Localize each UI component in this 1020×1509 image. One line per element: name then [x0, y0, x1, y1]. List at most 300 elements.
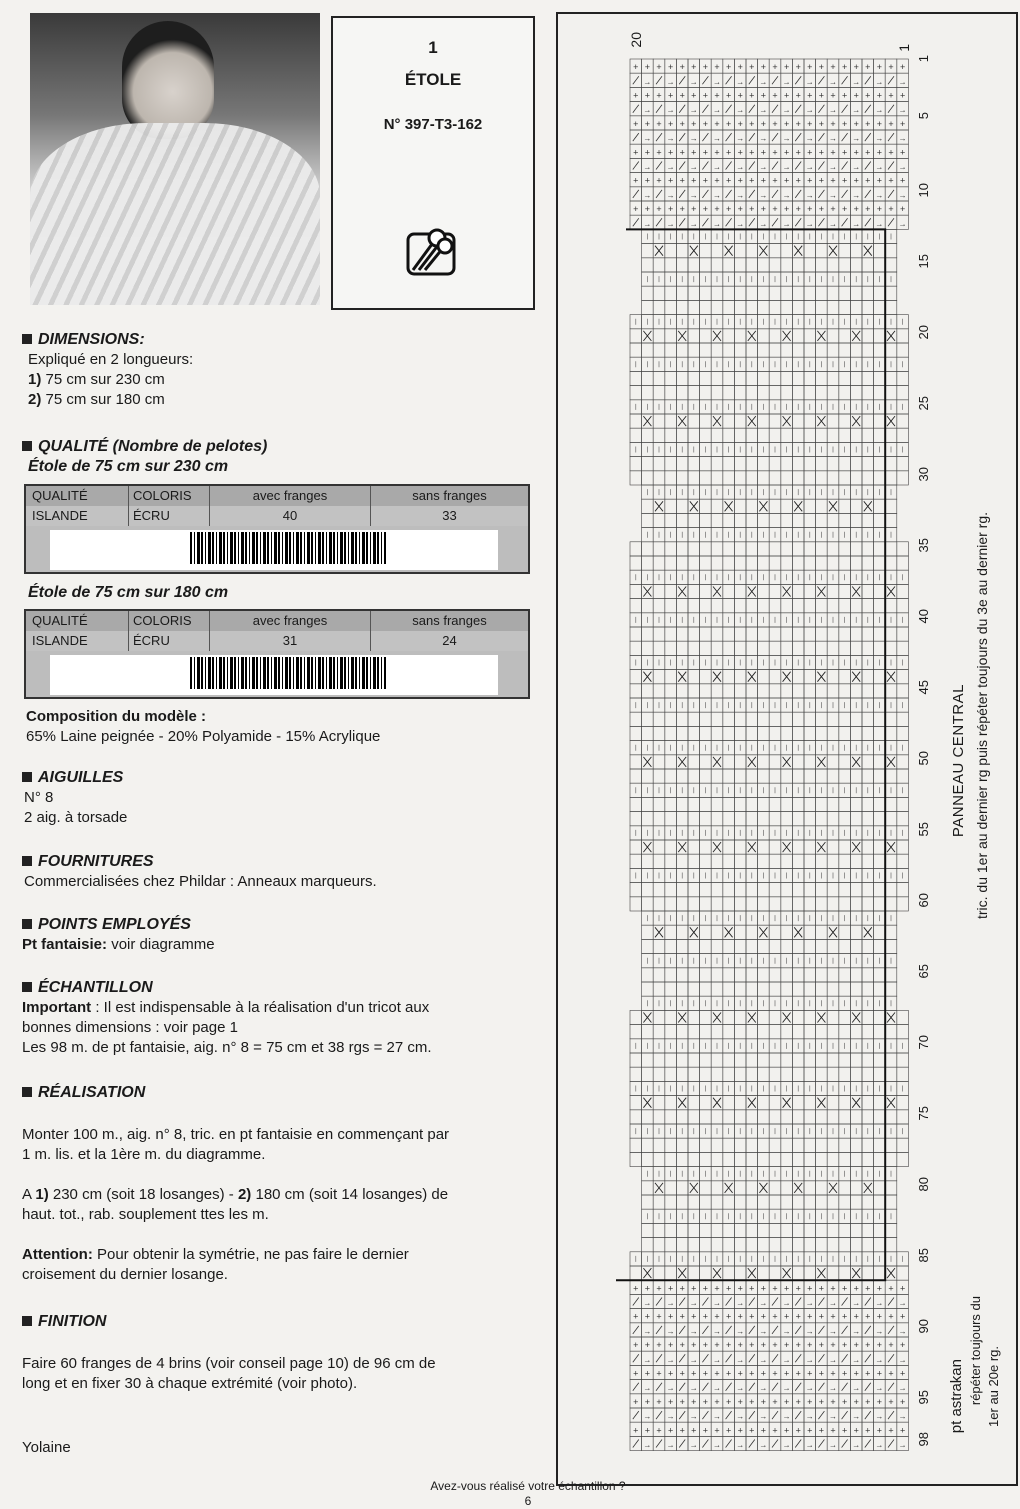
svg-text:+: + [656, 118, 662, 129]
svg-text:→: → [852, 1412, 861, 1422]
svg-text:→: → [666, 105, 675, 115]
svg-text:+: + [667, 1425, 674, 1436]
svg-text:→: → [713, 1383, 721, 1393]
svg-text:→: → [782, 105, 791, 115]
svg-text:+: + [633, 204, 639, 215]
svg-text:→: → [759, 219, 768, 229]
svg-text:+: + [691, 1283, 697, 1294]
svg-text:+: + [783, 204, 790, 215]
composition-section [26, 707, 380, 747]
svg-text:+: + [899, 90, 906, 101]
svg-text:+: + [865, 62, 871, 73]
svg-text:+: + [876, 62, 883, 73]
svg-text:+: + [807, 204, 813, 215]
stitches-section [22, 915, 215, 955]
svg-text:+: + [737, 204, 743, 215]
svg-text:+: + [853, 62, 859, 73]
svg-text:→: → [666, 162, 675, 172]
svg-text:+: + [853, 1368, 859, 1379]
svg-text:+: + [807, 175, 813, 186]
svg-text:+: + [853, 147, 859, 158]
svg-text:→: → [805, 77, 814, 87]
svg-text:+: + [772, 147, 778, 158]
svg-text:+: + [783, 1368, 790, 1379]
svg-text:→: → [852, 1355, 861, 1365]
svg-text:+: + [691, 147, 697, 158]
svg-text:→: → [689, 162, 698, 172]
svg-text:→: → [759, 1412, 768, 1422]
svg-text:→: → [875, 1412, 884, 1422]
needles-size: N° 8 [24, 789, 54, 806]
svg-text:+: + [876, 1396, 883, 1407]
svg-text:+: + [749, 175, 755, 186]
svg-text:→: → [643, 162, 652, 172]
svg-text:+: + [702, 175, 709, 186]
difficulty-icon [405, 226, 457, 278]
row-number: 1 [916, 55, 931, 63]
svg-text:+: + [795, 204, 801, 215]
svg-text:+: + [888, 1396, 894, 1407]
svg-text:+: + [725, 1311, 732, 1322]
row-number: 45 [916, 679, 931, 695]
svg-text:+: + [737, 62, 743, 73]
row-number: 55 [916, 821, 931, 837]
svg-text:+: + [830, 1425, 836, 1436]
column-label-1: 1 [896, 44, 912, 52]
svg-text:→: → [689, 219, 698, 229]
svg-text:+: + [702, 1311, 709, 1322]
making-p1b: 1 m. lis. et la 1ère m. du diagramme. [22, 1146, 266, 1163]
svg-text:→: → [852, 1298, 861, 1308]
svg-text:+: + [656, 62, 662, 73]
svg-text:→: → [805, 1412, 814, 1422]
svg-text:+: + [714, 1311, 720, 1322]
svg-text:+: + [888, 175, 894, 186]
svg-text:+: + [865, 175, 871, 186]
svg-text:+: + [691, 1396, 697, 1407]
svg-text:→: → [829, 134, 837, 144]
svg-text:+: + [644, 90, 651, 101]
column-header: avec franges [210, 486, 371, 506]
svg-text:+: + [795, 175, 801, 186]
svg-text:→: → [829, 1355, 837, 1365]
svg-text:+: + [749, 1425, 755, 1436]
svg-text:→: → [852, 1440, 861, 1450]
svg-text:+: + [830, 147, 836, 158]
svg-text:→: → [689, 190, 698, 200]
stitches-heading: POINTS EMPLOYÉS [22, 915, 215, 935]
svg-text:→: → [805, 105, 814, 115]
svg-text:→: → [898, 134, 907, 144]
table-cell: 24 [442, 633, 457, 648]
svg-text:→: → [898, 219, 907, 229]
svg-text:+: + [760, 147, 767, 158]
svg-text:+: + [667, 1396, 674, 1407]
svg-text:+: + [644, 118, 651, 129]
svg-text:+: + [807, 62, 813, 73]
svg-text:+: + [679, 1283, 685, 1294]
svg-text:+: + [644, 1340, 651, 1351]
svg-text:→: → [689, 1298, 698, 1308]
svg-text:+: + [725, 1396, 732, 1407]
svg-text:+: + [702, 90, 709, 101]
svg-text:→: → [759, 1355, 768, 1365]
svg-text:+: + [783, 175, 790, 186]
svg-text:+: + [818, 1368, 825, 1379]
svg-text:→: → [666, 219, 675, 229]
svg-text:+: + [853, 204, 859, 215]
svg-text:+: + [702, 204, 709, 215]
svg-text:+: + [865, 1311, 871, 1322]
svg-text:→: → [736, 162, 745, 172]
svg-text:+: + [899, 175, 906, 186]
svg-text:+: + [737, 1283, 743, 1294]
svg-text:→: → [666, 190, 675, 200]
svg-text:→: → [759, 77, 768, 87]
svg-text:→: → [898, 105, 907, 115]
svg-text:+: + [656, 1340, 662, 1351]
gauge-line-3: Les 98 m. de pt fantaisie, aig. n° 8 = 75 cm et 38 rgs = 27 cm. [22, 1039, 432, 1056]
svg-text:+: + [667, 118, 674, 129]
svg-text:+: + [714, 1340, 720, 1351]
svg-text:+: + [807, 1311, 813, 1322]
astrakan-title: pt astrakan [948, 1359, 965, 1434]
svg-text:→: → [643, 1326, 652, 1336]
svg-text:→: → [875, 1298, 884, 1308]
svg-text:+: + [714, 147, 720, 158]
svg-text:+: + [841, 118, 848, 129]
svg-text:→: → [643, 1412, 652, 1422]
pattern-reference: N° 397-T3-162 [383, 116, 483, 133]
svg-text:→: → [666, 1440, 675, 1450]
svg-text:+: + [795, 90, 801, 101]
row-number: 65 [916, 963, 931, 979]
svg-text:+: + [865, 90, 871, 101]
svg-text:→: → [805, 134, 814, 144]
svg-text:+: + [760, 1340, 767, 1351]
svg-text:+: + [772, 204, 778, 215]
svg-text:→: → [713, 162, 721, 172]
svg-text:→: → [736, 105, 745, 115]
row-number: 95 [916, 1389, 931, 1405]
svg-text:→: → [736, 1412, 745, 1422]
gauge-line-1: Important : Il est indispensable à la réalisation d'un tricot aux [22, 999, 430, 1016]
composition-value: 65% Laine peignée - 20% Polyamide - 15% Acrylique [26, 728, 381, 745]
svg-text:+: + [702, 118, 709, 129]
svg-text:+: + [841, 1340, 848, 1351]
svg-text:→: → [875, 219, 884, 229]
svg-text:+: + [725, 1340, 732, 1351]
svg-text:→: → [643, 1383, 652, 1393]
svg-text:+: + [749, 1396, 755, 1407]
svg-text:+: + [818, 62, 825, 73]
svg-text:→: → [898, 1440, 907, 1450]
row-number: 30 [916, 466, 931, 482]
svg-text:→: → [689, 134, 698, 144]
svg-text:→: → [689, 1326, 698, 1336]
svg-text:+: + [725, 118, 732, 129]
svg-text:→: → [805, 190, 814, 200]
svg-text:→: → [829, 219, 837, 229]
column-header: sans franges [412, 488, 487, 503]
svg-text:+: + [888, 62, 894, 73]
svg-text:→: → [713, 1326, 721, 1336]
svg-text:→: → [829, 1298, 837, 1308]
svg-text:+: + [749, 62, 755, 73]
svg-text:+: + [818, 1340, 825, 1351]
svg-text:+: + [691, 1425, 697, 1436]
svg-text:+: + [656, 1368, 662, 1379]
svg-text:+: + [830, 90, 836, 101]
svg-text:+: + [679, 1425, 685, 1436]
svg-text:+: + [888, 204, 894, 215]
row-number: 60 [916, 892, 931, 908]
svg-text:+: + [795, 1340, 801, 1351]
svg-text:+: + [702, 1368, 709, 1379]
svg-text:+: + [772, 62, 778, 73]
svg-text:→: → [829, 1383, 837, 1393]
svg-text:+: + [691, 90, 697, 101]
svg-text:+: + [795, 1396, 801, 1407]
svg-text:+: + [714, 1396, 720, 1407]
table-header-row [26, 611, 528, 631]
svg-text:+: + [656, 204, 662, 215]
svg-text:+: + [830, 118, 836, 129]
svg-text:+: + [783, 1425, 790, 1436]
row-number: 75 [916, 1105, 931, 1121]
table-cell: 31 [210, 631, 371, 651]
svg-text:→: → [875, 190, 884, 200]
svg-text:→: → [875, 105, 884, 115]
panel-title: PANNEAU CENTRAL [950, 684, 967, 838]
making-section [22, 1083, 522, 1285]
svg-text:→: → [875, 77, 884, 87]
svg-text:+: + [818, 204, 825, 215]
table-cell: ISLANDE [26, 506, 129, 526]
quality-table-180 [24, 609, 530, 699]
svg-text:+: + [783, 147, 790, 158]
row-number: 15 [916, 253, 931, 269]
svg-text:+: + [644, 1311, 651, 1322]
svg-text:+: + [807, 1425, 813, 1436]
knitting-chart-panel [556, 12, 1018, 1486]
svg-text:→: → [782, 77, 791, 87]
svg-text:+: + [841, 147, 848, 158]
svg-text:+: + [633, 118, 639, 129]
svg-text:+: + [876, 118, 883, 129]
making-p3a: Attention: Pour obtenir la symétrie, ne pas faire le dernier [22, 1246, 409, 1263]
svg-text:→: → [875, 1326, 884, 1336]
dimensions-section [22, 330, 193, 410]
svg-text:+: + [667, 1283, 674, 1294]
svg-text:+: + [760, 1311, 767, 1322]
svg-text:+: + [725, 175, 732, 186]
svg-text:+: + [644, 204, 651, 215]
astrakan-line-2: 1er au 20e rg. [986, 1346, 1001, 1427]
svg-text:+: + [841, 204, 848, 215]
svg-text:+: + [876, 147, 883, 158]
svg-text:→: → [643, 1298, 652, 1308]
svg-text:+: + [888, 147, 894, 158]
svg-text:+: + [633, 147, 639, 158]
svg-text:→: → [736, 1355, 745, 1365]
needles-section [22, 768, 127, 828]
row-number: 25 [916, 395, 931, 411]
pattern-number: 1 [428, 38, 438, 57]
svg-text:→: → [829, 77, 837, 87]
svg-text:→: → [898, 1355, 907, 1365]
svg-text:+: + [725, 1425, 732, 1436]
svg-text:+: + [656, 1311, 662, 1322]
svg-text:+: + [772, 1396, 778, 1407]
row-number: 20 [916, 324, 931, 340]
svg-text:→: → [805, 1383, 814, 1393]
needles-heading: AIGUILLES [22, 768, 127, 788]
svg-text:+: + [772, 1368, 778, 1379]
svg-text:+: + [749, 204, 755, 215]
svg-text:+: + [679, 147, 685, 158]
svg-text:+: + [899, 1368, 906, 1379]
svg-text:+: + [633, 1425, 639, 1436]
row-number: 85 [916, 1247, 931, 1263]
svg-text:→: → [875, 134, 884, 144]
svg-text:+: + [807, 1396, 813, 1407]
svg-text:+: + [807, 90, 813, 101]
svg-text:+: + [772, 1425, 778, 1436]
svg-text:+: + [795, 1425, 801, 1436]
svg-text:+: + [725, 62, 732, 73]
signature: Yolaine [22, 1439, 71, 1456]
barcode-area [26, 526, 528, 572]
svg-text:+: + [644, 147, 651, 158]
svg-text:+: + [667, 90, 674, 101]
svg-text:+: + [865, 1283, 871, 1294]
svg-text:+: + [714, 62, 720, 73]
svg-text:+: + [865, 1425, 871, 1436]
svg-text:+: + [702, 62, 709, 73]
svg-text:→: → [736, 1298, 745, 1308]
svg-text:+: + [644, 62, 651, 73]
svg-text:→: → [736, 1326, 745, 1336]
svg-text:+: + [714, 90, 720, 101]
svg-text:+: + [691, 62, 697, 73]
svg-text:→: → [736, 219, 745, 229]
svg-text:+: + [737, 1311, 743, 1322]
svg-text:→: → [759, 162, 768, 172]
svg-text:+: + [853, 1340, 859, 1351]
svg-text:+: + [760, 90, 767, 101]
svg-text:+: + [679, 175, 685, 186]
svg-text:+: + [853, 1311, 859, 1322]
svg-text:+: + [737, 1368, 743, 1379]
svg-text:+: + [876, 204, 883, 215]
svg-text:+: + [795, 1311, 801, 1322]
svg-text:→: → [689, 1440, 698, 1450]
svg-text:+: + [853, 1425, 859, 1436]
svg-text:→: → [643, 219, 652, 229]
making-p2a: A 1) 230 cm (soit 18 losanges) - 2) 180 cm (soit 14 losanges) de [22, 1186, 449, 1203]
finishing-line-1: Faire 60 franges de 4 brins (voir conseil page 10) de 96 cm de [22, 1355, 436, 1372]
svg-text:+: + [841, 1283, 848, 1294]
finishing-section [22, 1312, 522, 1394]
making-p2b: haut. tot., rab. souplement ttes les m. [22, 1206, 269, 1223]
svg-text:+: + [853, 1283, 859, 1294]
svg-text:→: → [875, 1440, 884, 1450]
svg-text:→: → [713, 1412, 721, 1422]
svg-text:+: + [737, 147, 743, 158]
svg-text:+: + [899, 1340, 906, 1351]
svg-text:→: → [898, 1383, 907, 1393]
svg-text:→: → [759, 1440, 768, 1450]
svg-text:+: + [760, 1283, 767, 1294]
svg-text:+: + [888, 1425, 894, 1436]
svg-text:+: + [679, 1340, 685, 1351]
svg-text:→: → [666, 1355, 675, 1365]
svg-text:+: + [865, 1368, 871, 1379]
svg-text:→: → [898, 1326, 907, 1336]
svg-text:→: → [782, 1326, 791, 1336]
svg-text:+: + [888, 1283, 894, 1294]
svg-text:+: + [876, 175, 883, 186]
table-header-row [26, 486, 528, 506]
svg-text:+: + [830, 1340, 836, 1351]
svg-text:+: + [749, 1311, 755, 1322]
svg-text:+: + [714, 1425, 720, 1436]
svg-text:+: + [899, 1311, 906, 1322]
row-number: 50 [916, 750, 931, 766]
svg-text:+: + [899, 1396, 906, 1407]
svg-text:→: → [782, 1298, 791, 1308]
astrakan-line-1: répéter toujours du [968, 1296, 983, 1406]
needles-cable: 2 aig. à torsade [24, 809, 128, 826]
svg-text:+: + [656, 90, 662, 101]
svg-text:+: + [865, 204, 871, 215]
svg-text:+: + [760, 1396, 767, 1407]
making-p3b: croisement du dernier losange. [22, 1266, 228, 1283]
gauge-line-2: bonnes dimensions : voir page 1 [22, 1019, 238, 1036]
svg-text:+: + [865, 118, 871, 129]
svg-text:→: → [643, 1440, 652, 1450]
svg-text:→: → [643, 134, 652, 144]
svg-text:+: + [830, 1283, 836, 1294]
svg-text:+: + [795, 1283, 801, 1294]
svg-text:→: → [782, 134, 791, 144]
svg-text:→: → [736, 134, 745, 144]
svg-text:→: → [829, 162, 837, 172]
quality-subtitle-230: Étole de 75 cm sur 230 cm [28, 458, 229, 475]
svg-text:→: → [805, 1326, 814, 1336]
row-number: 98 [916, 1432, 931, 1447]
svg-text:+: + [772, 1340, 778, 1351]
knitting-grid [558, 14, 1016, 1484]
supplies-text: Commercialisées chez Phildar : Anneaux marqueurs. [24, 873, 377, 890]
svg-text:+: + [807, 1340, 813, 1351]
svg-text:+: + [818, 1283, 825, 1294]
svg-text:→: → [829, 1326, 837, 1336]
svg-text:+: + [679, 1311, 685, 1322]
svg-text:+: + [760, 1368, 767, 1379]
svg-text:→: → [852, 77, 861, 87]
svg-text:+: + [772, 118, 778, 129]
svg-text:→: → [759, 105, 768, 115]
svg-text:+: + [876, 1311, 883, 1322]
row-number: 10 [916, 182, 931, 198]
quality-table-230 [24, 484, 530, 574]
svg-text:→: → [666, 1412, 675, 1422]
svg-text:→: → [713, 190, 721, 200]
svg-text:+: + [633, 1311, 639, 1322]
quality-section [22, 437, 267, 477]
